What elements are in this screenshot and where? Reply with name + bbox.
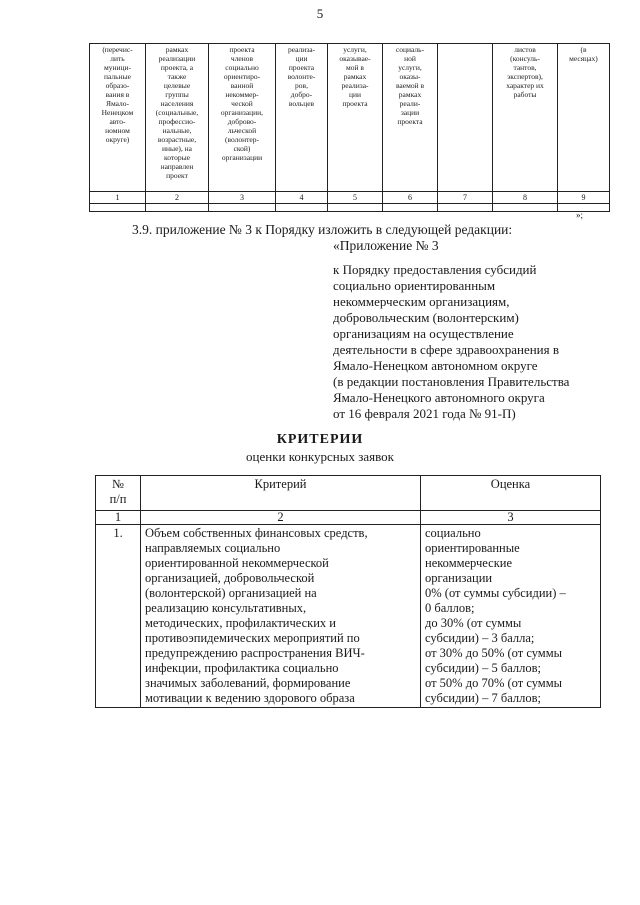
appendix-title: «Приложение № 3 bbox=[333, 238, 439, 253]
appendix-subtitle-line: некоммерческим организациям, bbox=[333, 294, 510, 309]
criterion-line: ориентированной некоммерческой bbox=[145, 556, 329, 570]
score-text bbox=[421, 525, 601, 708]
appendix-subtitle-line: Ямало-Ненецком автономном округе bbox=[333, 358, 538, 373]
appendix-subtitle-line: добровольческим (волонтерским) bbox=[333, 310, 519, 325]
criterion-line: значимых заболеваний, формирование bbox=[145, 676, 351, 690]
top-table-cell: социаль- ной услуги, оказы- ваемой в рамках реали- зации проекта bbox=[383, 44, 438, 192]
top-table-col-number: 2 bbox=[146, 192, 209, 204]
criteria-col-number: 1 bbox=[96, 511, 141, 525]
criterion-line: противоэпидемических мероприятий по bbox=[145, 631, 360, 645]
criterion-line: инфекции, профилактика социально bbox=[145, 661, 339, 675]
appendix-subtitle-line: организациям на осуществление bbox=[333, 326, 514, 341]
top-table-cell bbox=[438, 44, 493, 192]
criterion-line: (волонтерской) организацией на bbox=[145, 586, 317, 600]
top-table-cell: услуги, оказывае- мой в рамках реализа- ции проекта bbox=[328, 44, 383, 192]
top-table-blank-cell bbox=[328, 204, 383, 212]
score-line: организации bbox=[425, 571, 493, 585]
top-table-col-number: 1 bbox=[90, 192, 146, 204]
top-table-blank-cell bbox=[209, 204, 276, 212]
top-table-cell: (перечис- лить муници- пальные образо- вания в Ямало- Ненецком авто- номном округе) bbox=[90, 44, 146, 192]
top-table-col-number: 9 bbox=[558, 192, 610, 204]
top-table-blank-cell bbox=[558, 204, 610, 212]
score-line: субсидии) – 3 балла; bbox=[425, 631, 535, 645]
appendix-subtitle-line: к Порядку предоставления субсидий bbox=[333, 262, 537, 277]
top-table-col-number: 7 bbox=[438, 192, 493, 204]
top-table-blank-cell bbox=[276, 204, 328, 212]
score-line: 0% (от суммы субсидии) – bbox=[425, 586, 566, 600]
top-table-col-number: 6 bbox=[383, 192, 438, 204]
criteria-col-number: 3 bbox=[421, 511, 601, 525]
top-table-col-number: 5 bbox=[328, 192, 383, 204]
appendix-subtitle-line: (в редакции постановления Правительства bbox=[333, 374, 570, 389]
criteria-row bbox=[96, 525, 601, 708]
score-line: некоммерческие bbox=[425, 556, 512, 570]
criterion-line: Объем собственных финансовых средств, bbox=[145, 526, 368, 540]
criterion-line: организацией, добровольческой bbox=[145, 571, 315, 585]
amendment-line: 3.9. приложение № 3 к Порядку изложить в следующей редакции: bbox=[132, 222, 513, 237]
criterion-line: направляемых социально bbox=[145, 541, 281, 555]
header-score: Оценка bbox=[421, 476, 601, 511]
header-num: № п/п bbox=[96, 476, 141, 511]
appendix-subtitle-line: от 16 февраля 2021 года № 91-П) bbox=[333, 406, 516, 421]
criteria-table bbox=[95, 475, 601, 708]
score-line: ориентированные bbox=[425, 541, 520, 555]
score-line: субсидии) – 7 баллов; bbox=[425, 691, 541, 705]
appendix-subtitle-line: Ямало-Ненецкого автономного округа bbox=[333, 390, 545, 405]
criteria-title: КРИТЕРИИ bbox=[276, 432, 364, 447]
criterion-line: методических, профилактических и bbox=[145, 616, 336, 630]
top-table-cell: проекта членов социально ориентиро- ванной некоммер- ческой организации, доброво- льческой (волонтер- ской) организации bbox=[209, 44, 276, 192]
top-table-cell: реализа- ции проекта волонте- ров, добро- вольцев bbox=[276, 44, 328, 192]
top-table-col-number: 3 bbox=[209, 192, 276, 204]
appendix-subtitle bbox=[333, 262, 623, 422]
top-table-blank-cell bbox=[383, 204, 438, 212]
top-table-cell: листов (консуль- тантов, экспертов), характер их работы bbox=[493, 44, 558, 192]
closing-quote-mark: »; bbox=[576, 210, 584, 220]
criterion-text bbox=[141, 525, 421, 708]
top-table-blank-cell bbox=[438, 204, 493, 212]
top-table-cell: рамках реализации проекта, а также целевые группы населения (социальные, профессио- нальные, возрастные, иные), на которые направлен проект bbox=[146, 44, 209, 192]
criterion-line: реализацию консультативных, bbox=[145, 601, 307, 615]
criteria-subtitle: оценки конкурсных заявок bbox=[246, 449, 394, 464]
score-line: до 30% (от суммы bbox=[425, 616, 522, 630]
criterion-line: предупреждению распространения ВИЧ- bbox=[145, 646, 365, 660]
header-criterion: Критерий bbox=[141, 476, 421, 511]
top-table-blank-cell bbox=[146, 204, 209, 212]
top-table-fragment bbox=[89, 43, 610, 212]
criterion-line: мотивации к ведению здорового образа bbox=[145, 691, 355, 705]
top-table-blank-cell bbox=[90, 204, 146, 212]
row-number: 1. bbox=[96, 525, 141, 708]
appendix-subtitle-line: социально ориентированным bbox=[333, 278, 496, 293]
score-line: 0 баллов; bbox=[425, 601, 475, 615]
top-table-col-number: 8 bbox=[493, 192, 558, 204]
top-table-cell: (в месяцах) bbox=[558, 44, 610, 192]
top-table-blank-cell bbox=[493, 204, 558, 212]
top-table-col-number: 4 bbox=[276, 192, 328, 204]
score-line: от 30% до 50% (от суммы bbox=[425, 646, 563, 660]
criteria-col-number: 2 bbox=[141, 511, 421, 525]
score-line: субсидии) – 5 баллов; bbox=[425, 661, 541, 675]
score-line: от 50% до 70% (от суммы bbox=[425, 676, 563, 690]
page-number: 5 bbox=[316, 6, 324, 21]
score-line: социально bbox=[425, 526, 481, 540]
appendix-subtitle-line: деятельности в сфере здравоохранения в bbox=[333, 342, 559, 357]
